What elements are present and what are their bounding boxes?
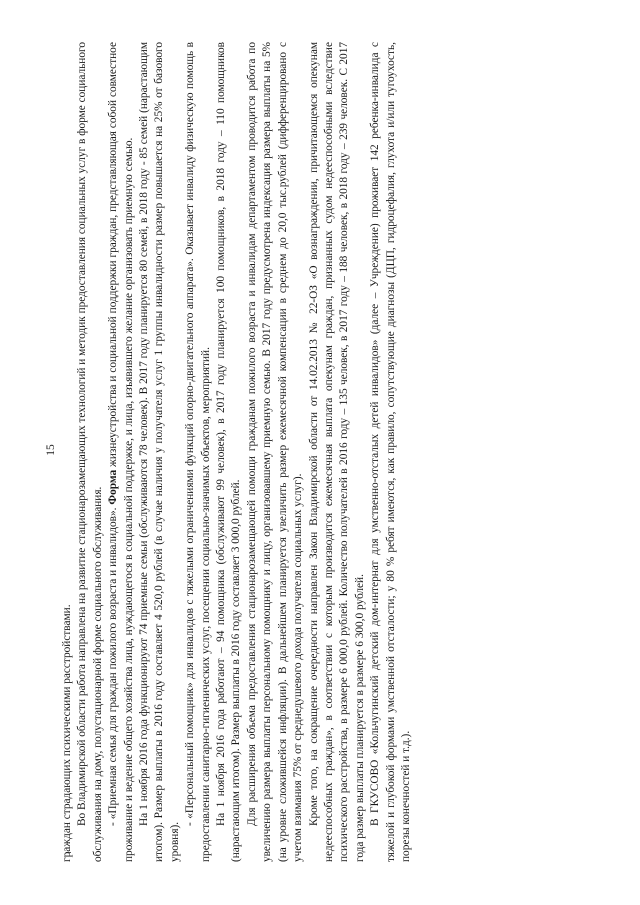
paragraph-8: [368, 42, 414, 862]
paragraph-6-segment-0: Для расширения объема предоставления стационарозамещающей помощи гражданам пожилого возраста и инвалидам департаментом проводится работа по увеличению размера выплаты персональному помощнику и лицу, организовавшему приемную семью. В 2017 году предусмотрена индексация размера выплаты на 5% (на уровне сложившейся инфляции). В дальнейшем планируется увеличить размер ежемесячной компенсации в среднем до 20,0 тыс.рублей (дифференцировано с учетом взимания 75% от среднедушевого дохода получателя социальных услуг).: [245, 42, 305, 862]
paragraph-7-segment-0: Кроме того, на сокращение очередности направлен Закон Владимирской области от 14.02.2013 № 22-ОЗ «О вознаграждении, причитающемся опекунам недееспособных граждан», в соответствии с которым производится ежемесячная выплата опекунам граждан, признанных судом недееспособными вследствие психического расстройства, в размере 6 000,0 рублей. Количество получателей в 2016 году – 135 человек, в 2017 году – 188 человек, в 2018 году – 239 человек. С 2017 года размер выплаты планируется в размере 6 300,0 рублей.: [307, 42, 366, 862]
paragraph-2-segment-2: жизнеустройства и социальной поддержки граждан, представляющая собой совместное проживание и ведение общего хозяйства лица, нуждающегося в социальной поддержке, и лица, изъявившего желание организовать приемную семью.: [107, 42, 135, 862]
paragraph-5-segment-0: На 1 ноября 2016 года работают – 94 помощника (обслуживают 99 человек), в 2017 году планируется 100 помощников, в 2018 году – 110 помощников (нарастающим итогом). Размер выплаты в 2016 году составляет 3 000,0 рублей.: [215, 42, 243, 862]
paragraph-1-segment-0: Во Владимирской области работа направлена на развитие стационарозамещающих технологий и методик предоставления социальных услуг в форме социального обслуживания на дому, полустационарной форме социального обслуживания.: [76, 42, 104, 862]
paragraph-4: [183, 42, 214, 862]
paragraph-2: [106, 42, 137, 862]
page-number: 15: [45, 444, 57, 456]
paragraph-4-segment-0: - «Персональный помощник» для инвалидов с тяжелыми ограничениями функций опорно-двигательного аппарата». Оказывает инвалиду физическую помощь в предоставлении санитарно-гигиенических услуг, посещении социально-значимых объектов, мероприятий.: [184, 42, 212, 862]
paragraph-8-segment-0: В ГКУСОВО «Кольчугинский детский дом-интернат для умственно-отсталых детей инвалидов» (далее – Учреждение) проживает 142 ребенка-инвалида с тяжелой и глубокой формами умственной отсталости; у 80 % ребят имеются, как правило, сопутствующие диагнозы (ДЦП, гидроцефалия, глухота и/или тугоухость, порезы конечностей и т.д.).: [369, 42, 412, 862]
paragraph-7: [307, 42, 369, 862]
paragraph-6: [245, 42, 307, 862]
rotated-text-block: [60, 42, 580, 862]
paragraph-2-segment-0: - «Приемная семья для граждан пожилого возраста и инвалидов».: [107, 504, 120, 826]
paragraph-3: [137, 42, 183, 862]
paragraph-0: [60, 42, 75, 862]
paragraph-3-segment-0: На 1 ноября 2016 года функционируют 74 приемные семьи (обслуживаются 78 человек). В 2017 году планируется 80 семей, в 2018 году - 85 семей (нарастающим итогом). Размер выплаты в 2016 году составляет 4 520,0 рублей (в случае наличия у получателя услуг 1 группы инвалидности размер повышается на 25% от базового уровня).: [138, 42, 181, 862]
paragraph-1: [75, 42, 106, 862]
paragraph-2-segment-1: Форма: [107, 469, 120, 505]
paragraph-0-segment-0: граждан страдающих психическими расстройствами.: [61, 604, 73, 862]
paragraph-5: [214, 42, 245, 862]
